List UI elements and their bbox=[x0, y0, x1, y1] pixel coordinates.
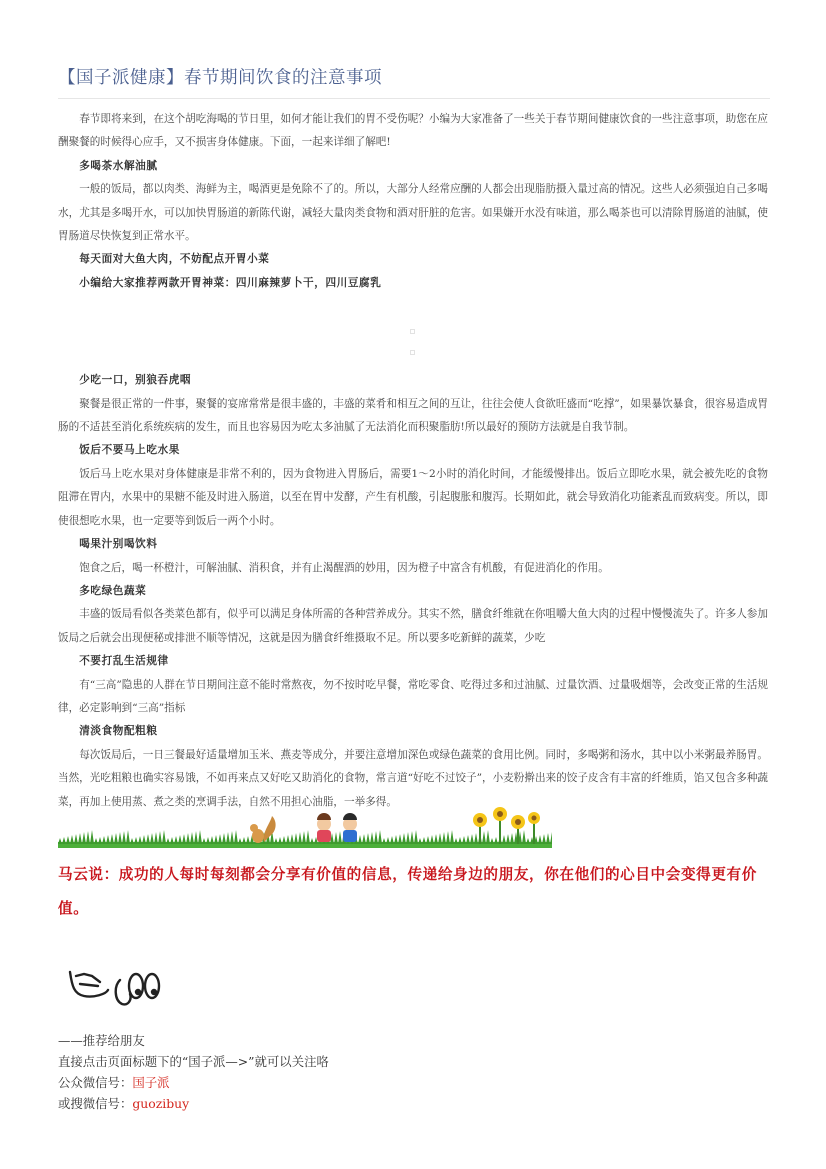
section-heading-routine: 不要打乱生活规律 bbox=[79, 655, 169, 668]
recommend-line: ——推荐给朋友 bbox=[58, 1033, 145, 1048]
wechat-label: 公众微信号： bbox=[58, 1075, 133, 1090]
section-heading-fruit: 饭后不要马上吃水果 bbox=[79, 444, 180, 457]
title-divider bbox=[58, 98, 770, 99]
intro-paragraph: 春节即将来到，在这个胡吃海喝的节日里，如何才能让我们的胃不受伤呢？小编为大家准备了一些关于春节期间健康饮食的一些注意事项，助您在应酬聚餐的时候得心应手，又不损害身体健康。下面，一起来详细了解吧! bbox=[58, 113, 768, 149]
section-heading-vegetables: 多吃绿色蔬菜 bbox=[79, 584, 147, 597]
section-text-tea: 一般的饭局，都以肉类、海鲜为主，喝酒更是免除不了的。所以，大部分人经常应酬的人都会出现脂肪摄入量过高的情况。这些人必须强迫自己多喝水，尤其是多喝开水，可以加快胃肠道的新陈代谢，减轻大量肉类食物和酒对肝脏的危害。如果嫌开水没有味道，那么喝茶也可以清除胃肠道的油腻，使胃肠道尽快恢复到正常水平。 bbox=[58, 183, 768, 243]
guozipai-logo bbox=[62, 960, 162, 1012]
image-placeholder bbox=[58, 295, 768, 369]
instruction-line: 直接点击页面标题下的“国子派—>”就可以关注咯 bbox=[58, 1054, 329, 1069]
grass-banner-image bbox=[58, 806, 552, 854]
footer bbox=[58, 1030, 329, 1114]
wechat-line bbox=[58, 1072, 329, 1093]
section-text-vegetables: 丰盛的饭局看似各类菜色都有，似乎可以满足身体所需的各种营养成分。其实不然，膳食纤维就在你咀嚼大鱼大肉的过程中慢慢流失了。许多人参加饭局之后就会出现便秘或排泄不顺等情况，这就是因为膳食纤维摄取不足。所以要多吃新鲜的蔬菜，少吃 bbox=[58, 608, 768, 644]
section-text-grains: 每次饭局后，一日三餐最好适量增加玉米、燕麦等成分，并要注意增加深色或绿色蔬菜的食用比例。同时，多喝粥和汤水，其中以小米粥最养肠胃。当然，光吃粗粮也确实容易饿，不如再来点又好吃又助消化的食物，常言道“好吃不过饺子”，小麦粉擀出来的饺子皮含有丰富的纤维质，馅又包含多种蔬菜，再加上使用蒸、煮之类的烹调手法，自然不用担心油脂，一举多得。 bbox=[58, 748, 769, 808]
search-label: 或搜微信号： bbox=[58, 1096, 133, 1111]
children-icon bbox=[317, 813, 357, 842]
section-text-fruit: 饭后马上吃水果对身体健康是非常不利的，因为食物进入胃肠后，需要1～2小时的消化时间，才能缓慢排出。饭后立即吃水果，就会被先吃的食物阻滞在胃内，水果中的果糖不能及时进入肠道，以至在胃中发酵，产生有机酸，引起腹胀和腹泻。长期如此，就会导致消化功能紊乱而致病变。所以，即使很想吃水果，也一定要等到饭后一两个小时。 bbox=[58, 467, 768, 527]
section-text-juice: 饱食之后，喝一杯橙汁，可解油腻、消积食，并有止渴醒酒的妙用，因为橙子中富含有机酸，有促进消化的作用。 bbox=[79, 561, 609, 574]
section-heading-juice: 喝果汁别喝饮料 bbox=[79, 538, 158, 551]
wechat-account-link[interactable]: 国子派 bbox=[132, 1075, 170, 1090]
section-heading-tea: 多喝茶水解油腻 bbox=[79, 159, 158, 172]
section-text-routine: 有“三高”隐患的人群在节日期间注意不能时常熬夜，勿不按时吃早餐，常吃零食、吃得过多和过油腻、过量饮酒、过量吸烟等，会改变正常的生活规律，必定影响到“三高”指标 bbox=[58, 678, 769, 714]
article-body bbox=[58, 108, 768, 814]
broken-image-icon bbox=[410, 350, 415, 355]
section-heading-grains: 清淡食物配粗粮 bbox=[79, 725, 158, 738]
wechat-id-link[interactable]: guozibuy bbox=[132, 1096, 190, 1111]
page-title: 【国子派健康】春节期间饮食的注意事项 bbox=[58, 68, 382, 88]
founder-quote: 马云说：成功的人每时每刻都会分享有价值的信息，传递给身边的朋友，你在他们的心目中会变得更有价值。 bbox=[58, 866, 757, 917]
search-line bbox=[58, 1093, 329, 1114]
section-heading-eat-less: 少吃一口，别狼吞虎咽 bbox=[79, 374, 192, 387]
section-heading-appetizer: 每天面对大鱼大肉，不妨配点开胃小菜 bbox=[79, 253, 270, 266]
broken-image-icon bbox=[410, 329, 415, 334]
section-heading-recommend: 小编给大家推荐两款开胃神菜：四川麻辣萝卜干，四川豆腐乳 bbox=[79, 276, 382, 289]
section-text-eat-less: 聚餐是很正常的一件事，聚餐的宴席常常是很丰盛的，丰盛的菜肴和相互之间的互让，往往会使人食欲旺盛而“吃撑”，如果暴饮暴食，很容易造成胃肠的不适甚至消化系统疾病的发生，而且也容易因为吃太多油腻了无法消化而积聚脂肪!所以最好的预防方法就是自我节制。 bbox=[58, 397, 769, 434]
